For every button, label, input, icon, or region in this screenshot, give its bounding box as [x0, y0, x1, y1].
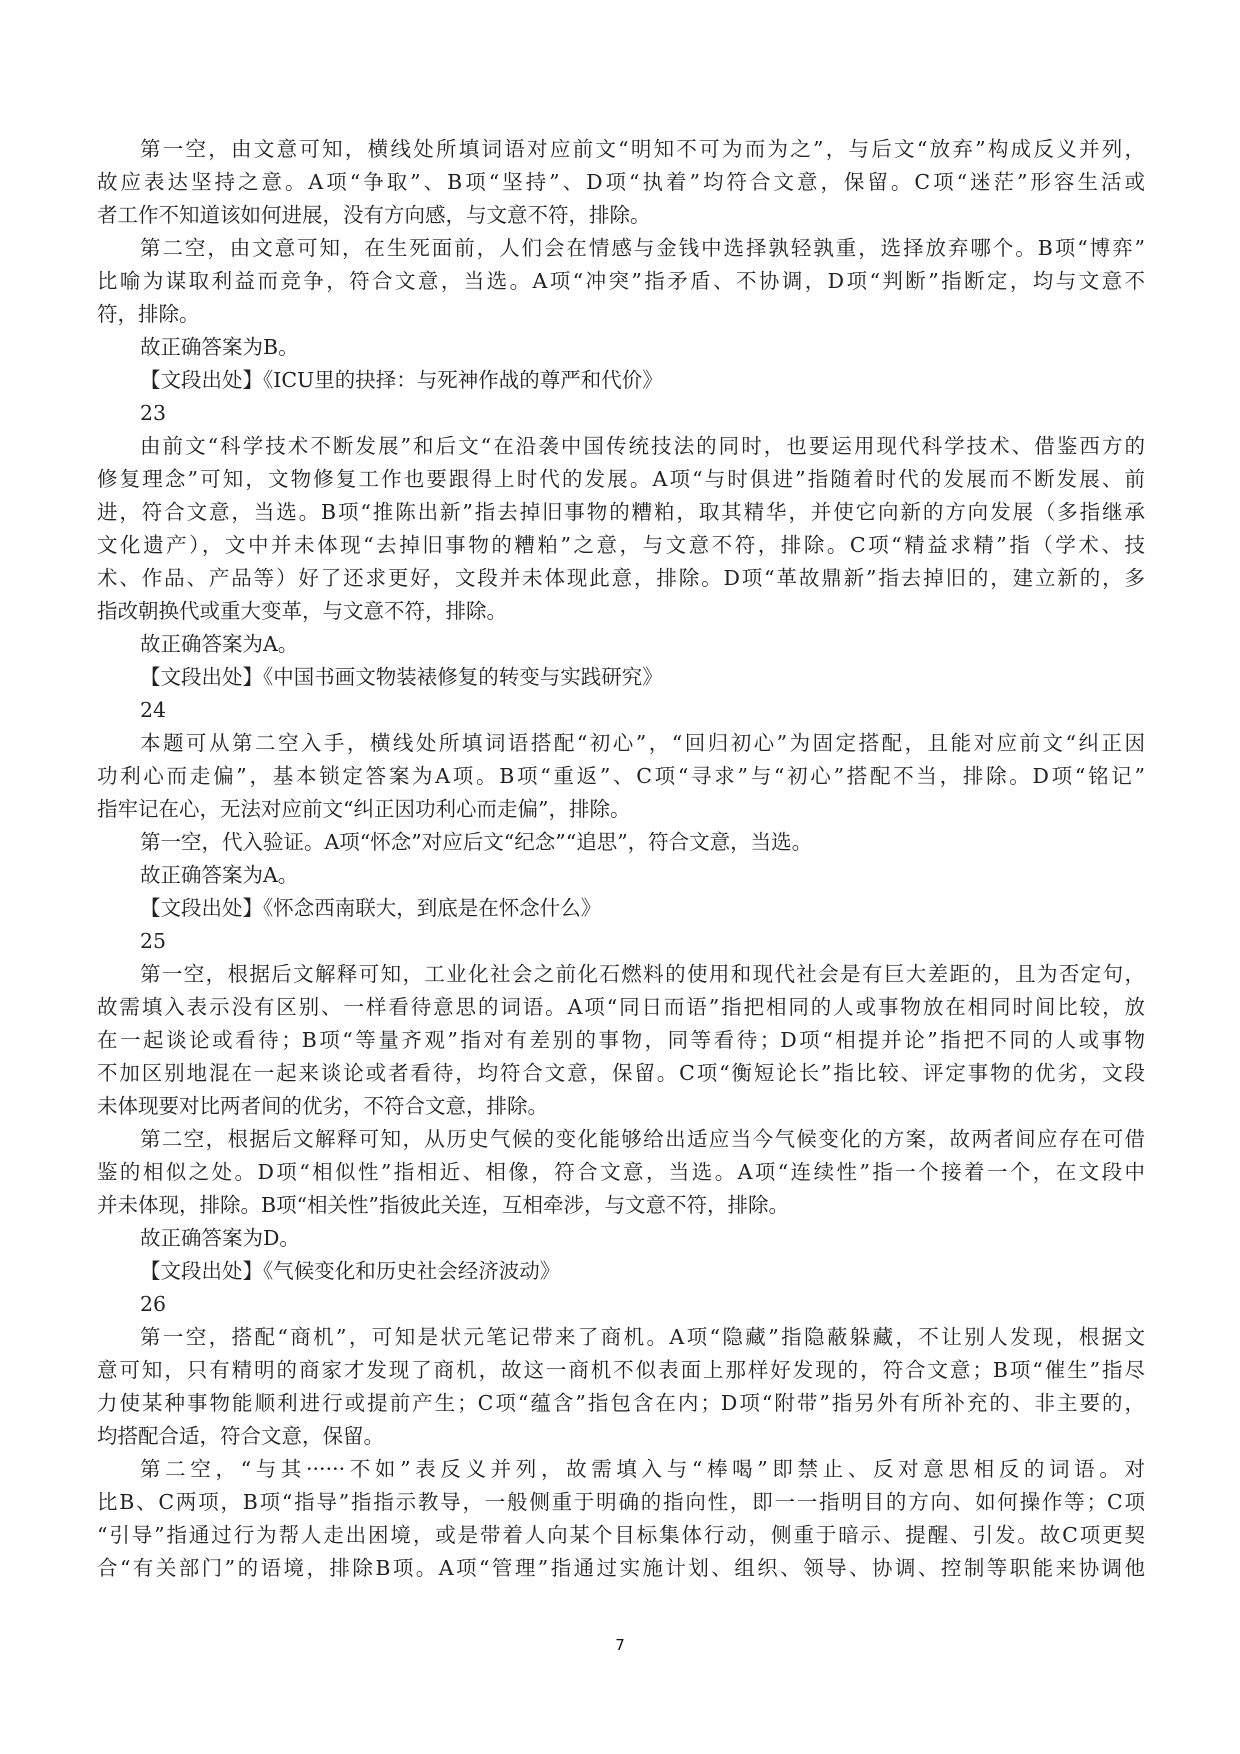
text-line: 修复理念”可知，文物修复工作也要跟得上时代的发展。A项“与时俱进”指随着时代的发展而不断发展、前 [97, 467, 1145, 491]
text-line: 第二空，由文意可知，在生死面前，人们会在情感与金钱中选择孰轻孰重，选择放弃哪个。B项“博弈” [140, 236, 1145, 260]
text-line: 由前文“科学技术不断发展”和后文“在沿袭中国传统技法的同时，也要运用现代科学技术、借鉴西方的 [140, 434, 1145, 458]
text-line: 进，符合文意，当选。B项“推陈出新”指去掉旧事物的糟粕，取其精华，并使它向新的方向发展（多指继承 [97, 500, 1145, 524]
text-line: 未体现要对比两者间的优劣，不符合文意，排除。 [97, 1094, 548, 1118]
text-line: 故正确答案为B。 [140, 335, 299, 359]
text-line: 并未体现，排除。B项“相关性”指彼此关连，互相牵涉，与文意不符，排除。 [97, 1193, 790, 1217]
page-number: 7 [615, 1636, 625, 1654]
text-line: 符，排除。 [97, 302, 200, 326]
text-line: 故应表达坚持之意。A项“争取”、B项“坚持”、D项“执着”均符合文意，保留。C项“迷茫”形容生活或 [97, 170, 1145, 194]
text-line: 合“有关部门”的语境，排除B项。A项“管理”指通过实施计划、组织、领导、协调、控制等职能来协调他 [97, 1556, 1145, 1580]
text-line: 故正确答案为D。 [140, 1226, 300, 1250]
text-line: 故正确答案为A。 [140, 632, 299, 656]
text-line: 26 [140, 1292, 167, 1316]
text-line: 故需填入表示没有区别、一样看待意思的词语。A项“同日而语”指把相同的人或事物放在相同时间比较，放 [97, 995, 1145, 1019]
text-line: 不加区别地混在一起来谈论或者看待，均符合文意，保留。C项“衡短论长”指比较、评定事物的优劣，文段 [97, 1061, 1145, 1085]
text-line: 【文段出处】《怀念西南联大，到底是在怀念什么》 [140, 896, 602, 920]
text-line: 24 [140, 698, 167, 722]
text-line: 力使某种事物能顺利进行或提前产生；C项“蕴含”指包含在内；D项“附带”指另外有所补充的、非主要的， [97, 1391, 1145, 1415]
text-line: 第一空，代入验证。A项“怀念”对应后文“纪念”“追思”，符合文意，当选。 [140, 830, 813, 854]
text-line: 指改朝换代或重大变革，与文意不符，排除。 [97, 599, 507, 623]
text-line: 【文段出处】《气候变化和历史社会经济波动》 [140, 1259, 561, 1283]
text-line: 比喻为谋取利益而竞争，符合文意，当选。A项“冲突”指矛盾、不协调，D项“判断”指断定，均与文意不 [97, 269, 1145, 293]
text-line: “引导”指通过行为帮人走出困境，或是带着人向某个目标集体行动，侧重于暗示、提醒、引发。故C项更契 [97, 1523, 1145, 1547]
text-line: 25 [140, 929, 167, 953]
text-line: 在一起谈论或看待；B项“等量齐观”指对有差别的事物，同等看待；D项“相提并论”指把不同的人或事物 [97, 1028, 1145, 1052]
text-line: 文化遗产），文中并未体现“去掉旧事物的糟粕”之意，与文意不符，排除。C项“精益求精”指（学术、技 [97, 533, 1145, 557]
text-line: 术、作品、产品等）好了还求更好，文段并未体现此意，排除。D项“革故鼎新”指去掉旧的，建立新的，多 [97, 566, 1145, 590]
text-line: 第二空，“与其······不如”表反义并列，故需填入与“棒喝”即禁止、反对意思相反的词语。对 [140, 1457, 1145, 1481]
text-line: 第一空，根据后文解释可知，工业化社会之前化石燃料的使用和现代社会是有巨大差距的，且为否定句， [140, 962, 1145, 986]
document-page-body [97, 133, 1145, 1585]
text-line: 意可知，只有精明的商家才发现了商机，故这一商机不似表面上那样好发现的，符合文意；B项“催生”指尽 [97, 1358, 1145, 1382]
text-line: 【文段出处】《中国书画文物装裱修复的转变与实践研究》 [140, 665, 663, 689]
text-line: 23 [140, 401, 167, 425]
text-line: 【文段出处】《ICU里的抉择：与死神作战的尊严和代价》 [140, 368, 663, 392]
text-line: 鉴的相似之处。D项“相似性”指相近、相像，符合文意，当选。A项“连续性”指一个接着一个，在文段中 [97, 1160, 1145, 1184]
text-line: 第二空，根据后文解释可知，从历史气候的变化能够给出适应当今气候变化的方案，故两者间应存在可借 [140, 1127, 1145, 1151]
text-line: 比B、C两项，B项“指导”指指示教导，一般侧重于明确的指向性，即一一指明目的方向、如何操作等；C项 [97, 1490, 1145, 1514]
text-line: 本题可从第二空入手，横线处所填词语搭配“初心”，“回归初心”为固定搭配，且能对应前文“纠正因 [140, 731, 1145, 755]
text-line: 第一空，由文意可知，横线处所填词语对应前文“明知不可为而为之”，与后文“放弃”构成反义并列， [140, 137, 1145, 161]
text-line: 指牢记在心，无法对应前文“纠正因功利心而走偏”，排除。 [97, 797, 631, 821]
text-line: 功利心而走偏”，基本锁定答案为A项。B项“重返”、C项“寻求”与“初心”搭配不当，排除。D项“铭记” [97, 764, 1145, 788]
text-line: 故正确答案为A。 [140, 863, 299, 887]
text-line: 第一空，搭配“商机”，可知是状元笔记带来了商机。A项“隐藏”指隐蔽躲藏，不让别人发现，根据文 [140, 1325, 1145, 1349]
text-line: 者工作不知道该如何进展，没有方向感，与文意不符，排除。 [97, 203, 651, 227]
text-line: 均搭配合适，符合文意，保留。 [97, 1424, 384, 1448]
